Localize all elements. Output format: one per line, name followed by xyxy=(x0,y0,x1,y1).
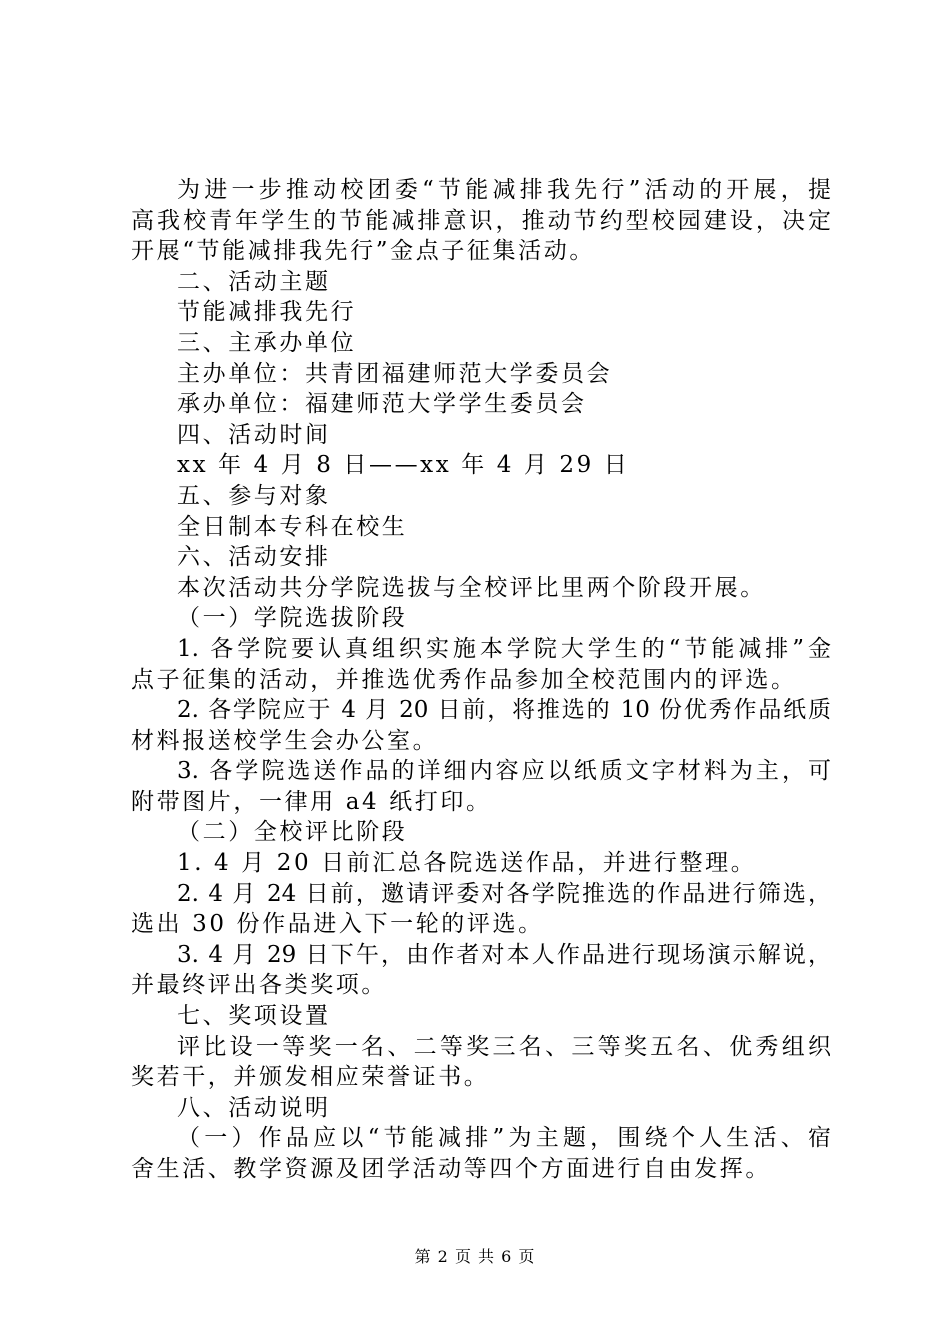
text-line: 1. 4 月 20 日前汇总各院选送作品，并进行整理。 xyxy=(177,850,757,877)
text-line: 评比设一等奖一名、二等奖三名、三等奖五名、优秀组织 xyxy=(177,1033,831,1060)
text-line: 2. 4 月 24 日前，邀请评委对各学院推选的作品进行筛选， xyxy=(177,880,831,907)
text-line: 五、参与对象 xyxy=(177,482,331,509)
text-line: 舍生活、教学资源及团学活动等四个方面进行自由发挥。 xyxy=(131,1156,771,1182)
text-line: （一）作品应以“节能减排”为主题，围绕个人生活、宿 xyxy=(177,1125,831,1152)
text-line: 本次活动共分学院选拔与全校评比里两个阶段开展。 xyxy=(177,574,766,601)
text-line: 七、奖项设置 xyxy=(177,1003,331,1030)
text-line: 1. 各学院要认真组织实施本学院大学生的“节能减排”金 xyxy=(177,635,831,662)
text-line: 选出 30 份作品进入下一轮的评选。 xyxy=(131,911,544,938)
text-line: 全日制本专科在校生 xyxy=(177,513,408,540)
text-line: 点子征集的活动，并推选优秀作品参加全校范围内的评选。 xyxy=(131,666,797,693)
text-line: 附带图片，一律用 a4 纸打印。 xyxy=(131,788,492,815)
text-line: 奖若干，并颁发相应荣誉证书。 xyxy=(131,1064,490,1091)
document-body xyxy=(131,175,831,1185)
text-line: xx 年 4 月 8 日——xx 年 4 月 29 日 xyxy=(177,452,630,479)
text-line: （一）学院选拔阶段 xyxy=(177,605,408,632)
text-line: 3. 各学院选送作品的详细内容应以纸质文字材料为主，可 xyxy=(177,758,831,785)
text-line: 承办单位：福建师范大学学生委员会 xyxy=(177,391,587,418)
text-line: 四、活动时间 xyxy=(177,421,331,448)
text-line: 六、活动安排 xyxy=(177,544,331,571)
text-line: （二）全校评比阶段 xyxy=(177,819,408,846)
text-line: 八、活动说明 xyxy=(177,1094,331,1121)
text-line: 3. 4 月 29 日下午，由作者对本人作品进行现场演示解说， xyxy=(177,941,831,968)
text-line: 三、主承办单位 xyxy=(177,329,357,356)
text-line: 材料报送校学生会办公室。 xyxy=(131,727,439,754)
text-line: 节能减排我先行 xyxy=(177,299,357,326)
text-line: 高我校青年学生的节能减排意识，推动节约型校园建设，决定 xyxy=(131,207,831,234)
text-line: 为进一步推动校团委“节能减排我先行”活动的开展，提 xyxy=(177,177,831,203)
text-line: 2. 各学院应于 4 月 20 日前，将推选的 10 份优秀作品纸质 xyxy=(177,697,831,724)
text-line: 二、活动主题 xyxy=(177,268,331,295)
page-footer: 第 2 页 共 6 页 xyxy=(414,1247,536,1266)
text-line: 并最终评出各类奖项。 xyxy=(131,972,387,999)
text-line: 开展“节能减排我先行”金点子征集活动。 xyxy=(131,238,595,265)
text-line: 主办单位：共青团福建师范大学委员会 xyxy=(177,360,613,387)
